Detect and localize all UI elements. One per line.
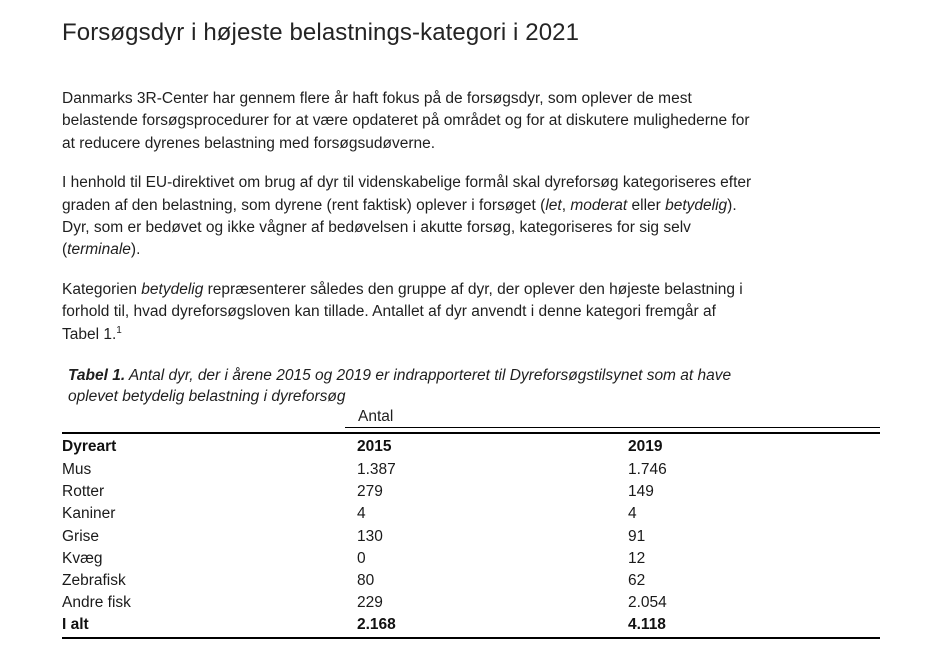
table-cell: 80 [357,572,375,590]
table-row [62,548,880,570]
text-line [62,133,883,155]
text-segment: Danmarks 3R-Center har gennem flere år haft fokus på de forsøgsdyr, som oplever de mest [62,90,692,107]
table-row [62,459,880,481]
text-segment: betydelig [665,196,728,214]
text-segment: at reducere dyrenes belastning med forsøgsudøverne. [62,134,436,152]
text-segment: Antal dyr, der i årene 2015 og 2019 er indrapporteret til Dyreforsøgstilsynet som at have [125,367,732,385]
paragraph [62,172,883,262]
table-row [62,526,880,548]
text-segment: oplevet betydelig belastning i dyreforsøg [68,388,346,406]
table-unit-header-row [345,408,880,428]
text-segment: eller [627,196,666,214]
table-header [62,433,880,459]
paragraph [62,279,883,346]
table-unit-header: Antal [358,408,394,426]
footnote-marker: 1 [116,324,122,336]
table-cell: 4 [357,505,366,523]
table-cell: 149 [628,483,654,501]
text-segment: belastende forsøgsprocedurer for at være opdateret på området og for at diskutere mulighederne for [62,112,750,130]
text-line [62,279,883,301]
table-row [62,570,880,592]
table-cell: Andre fisk [62,594,131,612]
table-row [62,481,880,503]
text-segment: forhold til, hvad dyreforsøgsloven kan tillade. Antallet af dyr anvendt i denne kategori fremgår af [62,303,716,321]
table-caption [62,365,883,407]
table-cell: 62 [628,572,646,590]
text-segment: repræsenterer således den gruppe af dyr, der oplever den højeste belastning i [203,280,743,298]
table-cell: Zebrafisk [62,572,126,590]
text-segment: Tabel 1. [68,367,126,385]
data-table [62,432,880,639]
text-line [62,88,883,110]
table-cell: 0 [357,549,366,567]
table-row [62,503,880,525]
text-segment: let [545,196,562,214]
text-segment: betydelig [141,280,204,298]
column-header-2019: 2019 [628,438,663,456]
table-cell: 1.746 [628,461,667,479]
text-line [62,239,883,261]
table-cell: Grise [62,527,100,545]
table-cell: 91 [628,527,646,545]
table-cell: 229 [357,594,383,612]
document-title: Forsøgsdyr i højeste belastnings-kategori i 2021 [62,19,580,46]
table-cell: 2.168 [357,616,396,634]
text-segment: Dyr, som er bedøvet og ikke vågner af bedøvelsen i akutte forsøg, kategoriseres for sig selv [62,219,691,237]
table-cell: 4 [628,505,637,523]
text-segment: ). [130,241,141,259]
text-segment: graden af den belastning, som dyrene (rent faktisk) oplever i forsøget ( [62,196,546,214]
table-cell: 1.387 [357,461,396,479]
table-cell: Mus [62,461,92,479]
table-cell: 130 [357,527,383,545]
text-segment: moderat [570,196,628,214]
column-header-dyreart: Dyreart [62,438,117,456]
table-header-row [62,433,880,459]
table-cell: Kvæg [62,549,103,567]
table-cell: 279 [357,483,383,501]
table-cell: Kaniner [62,505,116,523]
table-cell: Rotter [62,483,105,501]
text-segment: terminale [67,241,131,259]
text-segment: I henhold til EU-direktivet om brug af dyr til videnskabelige formål skal dyreforsøg kategoriseres efter [62,174,752,192]
text-segment: , [561,196,571,214]
table-body [62,459,880,638]
table-row [62,614,880,637]
table-cell: 4.118 [628,616,666,634]
paragraph [62,88,883,155]
text-line [62,301,883,323]
text-line [68,365,883,386]
table-cell: I alt [62,616,89,634]
text-line [68,386,883,407]
text-segment: Tabel 1. [62,325,117,343]
column-header-2015: 2015 [357,438,392,456]
text-line [62,172,883,194]
text-line [62,195,883,217]
table-cell: 12 [628,549,646,567]
table-cell: 2.054 [628,594,667,612]
text-line [62,110,883,132]
text-segment: ). [727,196,737,214]
text-segment: Kategorien [62,280,142,298]
text-segment: ( [62,241,68,259]
table-row [62,592,880,614]
text-line [62,217,883,239]
text-line [62,324,883,346]
